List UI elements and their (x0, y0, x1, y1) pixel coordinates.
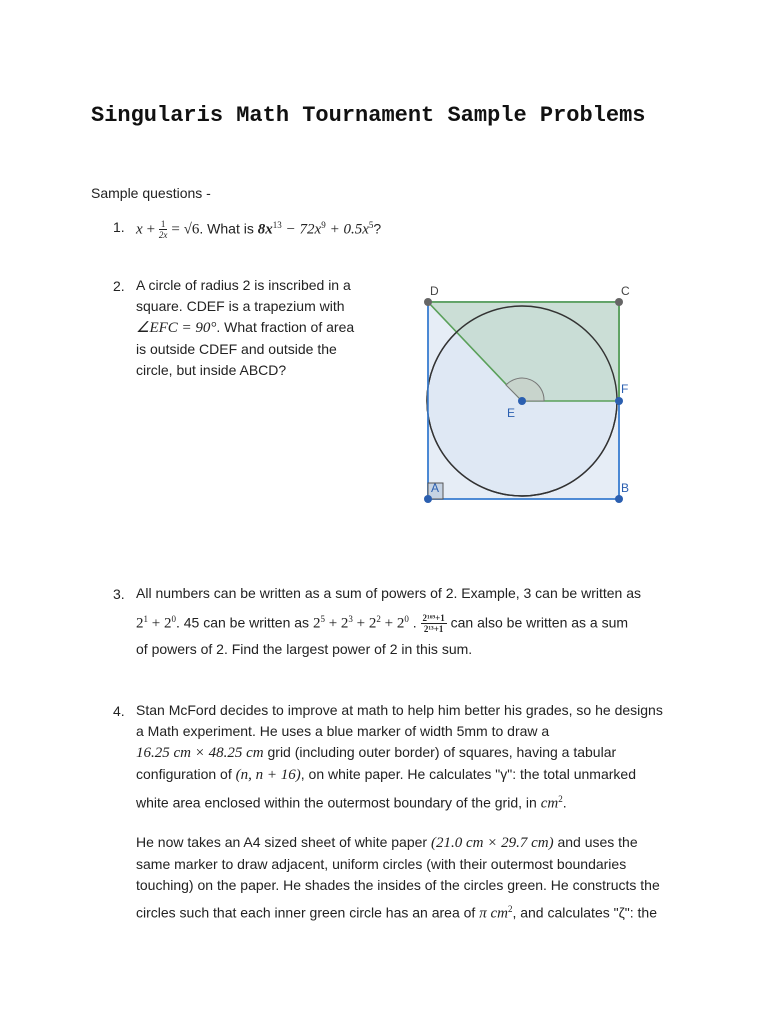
point-d (424, 298, 432, 306)
q1-number: 1. (113, 219, 125, 235)
label-e: E (507, 406, 516, 420)
q2-number: 2. (113, 278, 125, 294)
label-f: F (621, 382, 629, 396)
q1-text: x + $\frac{1}{2x}$ = √6. What is $8x^{13} - 72x^9 + 0.5x^5$? (136, 219, 382, 241)
label-c: C (621, 284, 630, 298)
q2-text: A circle of radius 2 is inscribed in a square. CDEF is a trapezium with ∠EFC = 90°. What fraction of area is outside CDEF and outside the circle, but inside ABCD? (136, 277, 355, 378)
point-f (615, 397, 623, 405)
point-c (615, 298, 623, 306)
q4-number: 4. (113, 703, 125, 719)
point-e (518, 397, 526, 405)
label-a: A (431, 481, 440, 495)
label-d: D (430, 284, 439, 298)
page-title: Singularis Math Tournament Sample Problems (91, 103, 646, 128)
label-b: B (621, 481, 630, 495)
q3-number: 3. (113, 586, 125, 602)
point-b (615, 495, 623, 503)
intro-text: Sample questions - (91, 185, 211, 201)
q3-text: All numbers can be written as a sum of powers of 2. Example, 3 can be written as $2^1 + 2^0$. 45 can be written as $2^5 + 2^3 + 2^2 + 2^0$ . $\frac{\text{2¹⁶⁹+1}}{\text{2¹³+1}}$ can also be written as a sum of powers of 2. Find the largest power of 2 in this sum. (136, 585, 642, 657)
q1-fraction: $\frac{1}{2x}$ (158, 219, 168, 241)
point-a (424, 495, 432, 503)
q2-geometry-figure (400, 270, 690, 520)
q3-fraction: $\frac{\text{2¹⁶⁹+1}}{\text{2¹³+1}}$ (422, 613, 445, 635)
q4-text: Stan McFord decides to improve at math to help him better his grades, so he designs a Math experiment. He uses a blue marker of width 5mm to draw a 16.25 cm × 48.25 cm grid (including outer border) of squares, having a tabular configuration of (n, n + 16), on white paper. He calculates "γ": the total unmarked white area enclosed within the outermost boundary of the grid, in $cm^2$. He now takes an A4 sized sheet of white paper (21.0 cm × 29.7 cm) and uses the same marker to draw adjacent, uniform circles (with their outermost boundaries touching) on the paper. He shades the insides of the circles green. He constructs the circles such that each inner green circle has an area of π $cm^2$, and calculates "ζ": the (136, 702, 663, 922)
